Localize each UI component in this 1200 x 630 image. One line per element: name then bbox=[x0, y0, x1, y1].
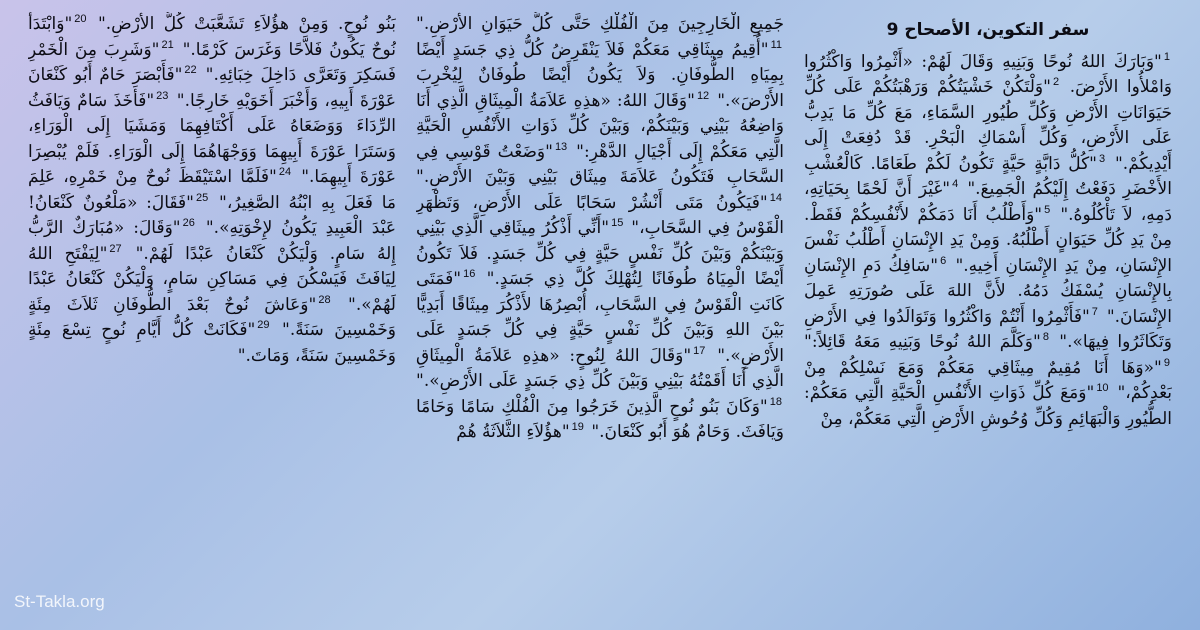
verse-number: 24 bbox=[278, 166, 292, 179]
verse bbox=[456, 422, 586, 442]
verse-number: 2 bbox=[1052, 76, 1060, 89]
verse-number: 10 bbox=[1096, 382, 1109, 395]
verse-text: "فَأَبْصَرَ حَامٌ أَبُو كَنْعَانَ عَوْرَةَ أَبِيهِ، وَأَخْبَرَ أَخَوَيْهِ خَارِجًا." bbox=[28, 65, 396, 111]
verse-number: 27 bbox=[109, 242, 122, 255]
verse-text: "وَكَانَ بَنُو نُوحٍ الَّذِينَ خَرَجُوا مِنَ الْفُلْكِ سَامًا وَحَامًا وَيَافَثَ. وَحَامٌ هُوَ أَبُو كَنْعَانَ." bbox=[416, 396, 784, 442]
verse-text: "وَشَرِبَ مِنَ الْخَمْرِ فَسَكِرَ وَتَعَرَّى دَاخِلَ خِبَائِهِ." bbox=[28, 39, 396, 85]
verse-text: "فَقَالَ: «مَلْعُونٌ كَنْعَانُ! عَبْدَ الْعَبِيدِ يَكُونُ لإِخْوَتِهِ»." bbox=[28, 192, 396, 238]
verse-text: "وَقَالَ اللهُ: «هذِهِ عَلاَمَةُ الْمِيثَاقِ الَّذِي أَنَا وَاضِعُهُ بَيْنِي وَبَيْنَكُمْ، وَبَيْنَ كُلِّ ذَوَاتِ الأَنْفُسِ الْحَيَّةِ الَّتِي مَعَكُمْ إِلَى أَجْيَالِ الدَّهْرِ:" bbox=[416, 90, 784, 162]
verse-text: "وَقَالَ: «مُبَارَكٌ الرَّبُّ إِلهُ سَامٍ. وَلْيَكُنْ كَنْعَانُ عَبْدًا لَهُمْ." bbox=[28, 218, 396, 264]
verse bbox=[98, 14, 396, 34]
verse-number: 16 bbox=[463, 268, 476, 281]
verse-number: 1 bbox=[1163, 50, 1170, 63]
verse-number: 14 bbox=[769, 191, 782, 204]
site-watermark: St-Takla.org bbox=[14, 592, 105, 611]
verse-number: 26 bbox=[182, 217, 195, 230]
verse-text: جَمِيعِ الْخَارِجِينَ مِنَ الْفُلْكِ حَتَّى كُلُّ حَيَوَانِ الأَرْضِ." bbox=[416, 14, 784, 34]
verse-text: "أَنِّي أَذْكُرُ مِيثَاقِي الَّذِي بَيْنِي وَبَيْنَكُمْ وَبَيْنَ كُلِّ نَفْسٍ حَيَّةٍ فِي كُلِّ جَسَدٍ. فَلاَ تَكُونُ أَيْضًا الْمِيَاهُ طُوفَانًا لِتُهْلِكَ كُلَّ ذِي جَسَدٍ." bbox=[416, 218, 784, 289]
verse-text: "وَابْتَدَأَ نُوحٌ يَكُونُ فَلاَّحًا وَغَرَسَ كَرْمًا." bbox=[28, 14, 396, 60]
chapter-title: سفر التكوين، الأصحاح 9 bbox=[886, 20, 1090, 40]
text-column-2 bbox=[416, 12, 784, 622]
verse-text: "وَمَعَ كُلِّ ذَوَاتِ الأَنْفُسِ الْحَيَّةِ الَّتِي مَعَكُمْ: الطُّيُورِ وَالْبَهَائِمِ وَكُلِّ وُحُوشِ الأَرْضِ الَّتِي مَعَكُمْ، مِنْ bbox=[804, 383, 1172, 429]
verse-number: 23 bbox=[156, 89, 169, 102]
verse-text: "أُقِيمُ مِيثَاقِي مَعَكُمْ فَلاَ يَنْقَرِضُ كُلُّ ذِي جَسَدٍ أَيْضًا بِمِيَاهِ الطُّوفَانِ. وَلاَ يَكُونُ أَيْضًا طُوفَانٌ لِيُخْرِبَ الأَرْضَ»." bbox=[416, 39, 784, 111]
verse-number: 19 bbox=[571, 421, 584, 434]
verse-number: 29 bbox=[257, 319, 270, 332]
verse-text: "وَعَاشَ نُوحٌ بَعْدَ الطُّوفَانِ ثَلاَثَ مِئَةٍ وَخَمْسِينَ سَنَةً." bbox=[28, 294, 396, 340]
column-body bbox=[416, 12, 784, 446]
verse-number: 9 bbox=[1163, 356, 1170, 369]
verse-text: "فَيَكُونُ مَتَى أَنْشُرْ سَحَابًا عَلَى الأَرْضِ، وَتَظْهَرِ الْقَوْسُ فِي السَّحَابِ،" bbox=[416, 192, 784, 238]
verse-text: "غَيْرَ أَنَّ لَحْمًا بِحَيَاتِهِ، دَمِهِ، لاَ تَأْكُلُوهُ." bbox=[804, 179, 1172, 225]
verse-text: "فَأَخَذَ سَامٌ وَيَافَثُ الرِّدَاءَ وَوَضَعَاهُ عَلَى أَكْتَافِهِمَا وَمَشَيَا إِلَى الْوَرَاءِ، وَسَتَرَا عَوْرَةَ أَبِيهِمَا وَوَجْهَاهُمَا إِلَى الْوَرَاءِ. فَلَمْ يُبْصِرَا عَوْرَةَ أَبِيهِمَا." bbox=[28, 90, 396, 187]
verse-number: 12 bbox=[696, 89, 710, 102]
verse-text: "وَكَلَّمَ اللهُ نُوحًا وَبَنِيهِ مَعَهُ قَائِلاً:" bbox=[804, 332, 1041, 352]
column-body bbox=[28, 12, 396, 369]
column-body bbox=[804, 50, 1172, 433]
verse-text: "فَمَتَى كَانَتِ الْقَوْسُ فِي السَّحَابِ، أُبْصِرُهَا لأَذْكُرَ مِيثَاقًا أَبَدِيًّا بَيْنَ اللهِ وَبَيْنَ كُلِّ نَفْسٍ حَيَّةٍ فِي كُلِّ جَسَدٍ عَلَى الأَرْضِ»." bbox=[416, 269, 784, 366]
verse-number: 15 bbox=[611, 217, 624, 230]
verse-text: "«وَهَا أَنَا مُقِيمٌ مِيثَاقِي مَعَكُمْ وَمَعَ نَسْلِكُمْ مِنْ بَعْدِكُمْ،" bbox=[804, 357, 1172, 403]
verse-text: بَنُو نُوحٍ. وَمِنْ هؤُلاَءِ تَشَعَّبَتْ كُلُّ الأَرْضِ." bbox=[97, 14, 396, 34]
verse-number: 11 bbox=[770, 38, 782, 51]
verse-text: "فَكَانَتْ كُلُّ أَيَّامِ نُوحٍ تِسْعَ مِئَةٍ وَخَمْسِينَ سَنَةً، وَمَاتَ." bbox=[28, 320, 396, 366]
verse-text: "لِيَفْتَحِ اللهُ لِيَافَثَ فَيَسْكُنَ فِي مَسَاكِنِ سَامٍ، وَلْيَكُنْ كَنْعَانُ عَبْدًا لَهُمْ»." bbox=[28, 243, 396, 315]
verse-number: 4 bbox=[952, 178, 959, 191]
text-column-3 bbox=[28, 12, 396, 622]
verse-text: "فَأَثْمِرُوا أَنْتُمْ وَاكْثُرُوا وَتَوَالَدُوا فِي الأَرْضِ وَتَكَاثَرُوا فِيهَا»." bbox=[804, 306, 1172, 352]
verse-text: "وَلْتَكُنْ خَشْيَتُكُمْ وَرَهْبَتُكُمْ عَلَى كُلِّ حَيَوَانَاتِ الأَرْضِ وَكُلِّ طُيُورِ السَّمَاءِ، مَعَ كُلِّ مَا يَدِبُّ عَلَى الأَرْضِ، وَكُلِّ أَسْمَاكِ الْبَحْرِ. قَدْ دُفِعَتْ إِلَى أَيْدِيكُمْ." bbox=[804, 77, 1172, 174]
verse-number: 3 bbox=[1099, 152, 1106, 165]
verse-number: 20 bbox=[74, 13, 87, 26]
verse-text: "وَبَارَكَ اللهُ نُوحًا وَبَنِيهِ وَقَالَ لَهُمْ: «أَثْمِرُوا وَاكْثُرُوا وَامْلأُوا الأَرْضَ. bbox=[804, 51, 1172, 97]
verse-text: "وَأَطْلُبُ أَنَا دَمَكُمْ لأَنْفُسِكُمْ فَقَطْ. مِنْ يَدِ كُلِّ حَيَوَانٍ أَطْلُبُهُ. وَمِنْ يَدِ الإِنْسَانِ أَطْلُبُ نَفْسَ الإِنْسَانِ، مِنْ يَدِ الإِنْسَانِ أَخِيهِ." bbox=[804, 204, 1172, 276]
verse-text: "سَافِكُ دَمِ الإِنْسَانِ بِالإِنْسَانِ يُسْفَكُ دَمُهُ. لأَنَّ اللهَ عَلَى صُورَتِهِ عَمِلَ الإِنْسَانَ." bbox=[804, 255, 1172, 327]
verse-number: 21 bbox=[161, 38, 174, 51]
verse-number: 7 bbox=[1091, 305, 1098, 318]
verse bbox=[416, 14, 784, 34]
text-column-1 bbox=[804, 12, 1172, 622]
verse-text: "كُلُّ دَابَّةٍ حَيَّةٍ تَكُونُ لَكُمْ طَعَامًا. كَالْعُشْبِ الأَخْضَرِ دَفَعْتُ إِلَيْكُمُ الْجَمِيعَ." bbox=[804, 153, 1172, 199]
verse-number: 13 bbox=[554, 140, 568, 153]
verse-number: 6 bbox=[940, 254, 947, 267]
verse-number: 17 bbox=[693, 344, 706, 357]
verse-number: 18 bbox=[769, 395, 782, 408]
verse-text: "وَقَالَ اللهُ لِنُوحٍ: «هذِهِ عَلاَمَةُ الْمِيثَاقِ الَّذِي أَنَا أَقَمْتُهُ بَيْنِي وَبَيْنَ كُلِّ ذِي جَسَدٍ عَلَى الأَرْضِ»." bbox=[416, 345, 784, 391]
verse-number: 25 bbox=[195, 191, 209, 204]
verse-text: "فَلَمَّا اسْتَيْقَظَ نُوحٌ مِنْ خَمْرِهِ، عَلِمَ مَا فَعَلَ بِهِ ابْنُهُ الصَّغِيرُ،" bbox=[28, 167, 396, 213]
verse bbox=[804, 332, 1051, 352]
verse-number: 5 bbox=[1044, 203, 1051, 216]
verse-number: 28 bbox=[318, 293, 331, 306]
verse-text: "وَضَعْتُ قَوْسِي فِي السَّحَابِ فَتَكُونُ عَلاَمَةَ مِيثَاق بَيْنِي وَبَيْنَ الأَرْضِ." bbox=[416, 141, 784, 187]
verse-number: 22 bbox=[184, 64, 197, 77]
verse-number: 8 bbox=[1042, 331, 1049, 344]
verse-text: "هؤُلاَءِ الثَّلاَثَةُ هُمْ bbox=[456, 422, 570, 442]
